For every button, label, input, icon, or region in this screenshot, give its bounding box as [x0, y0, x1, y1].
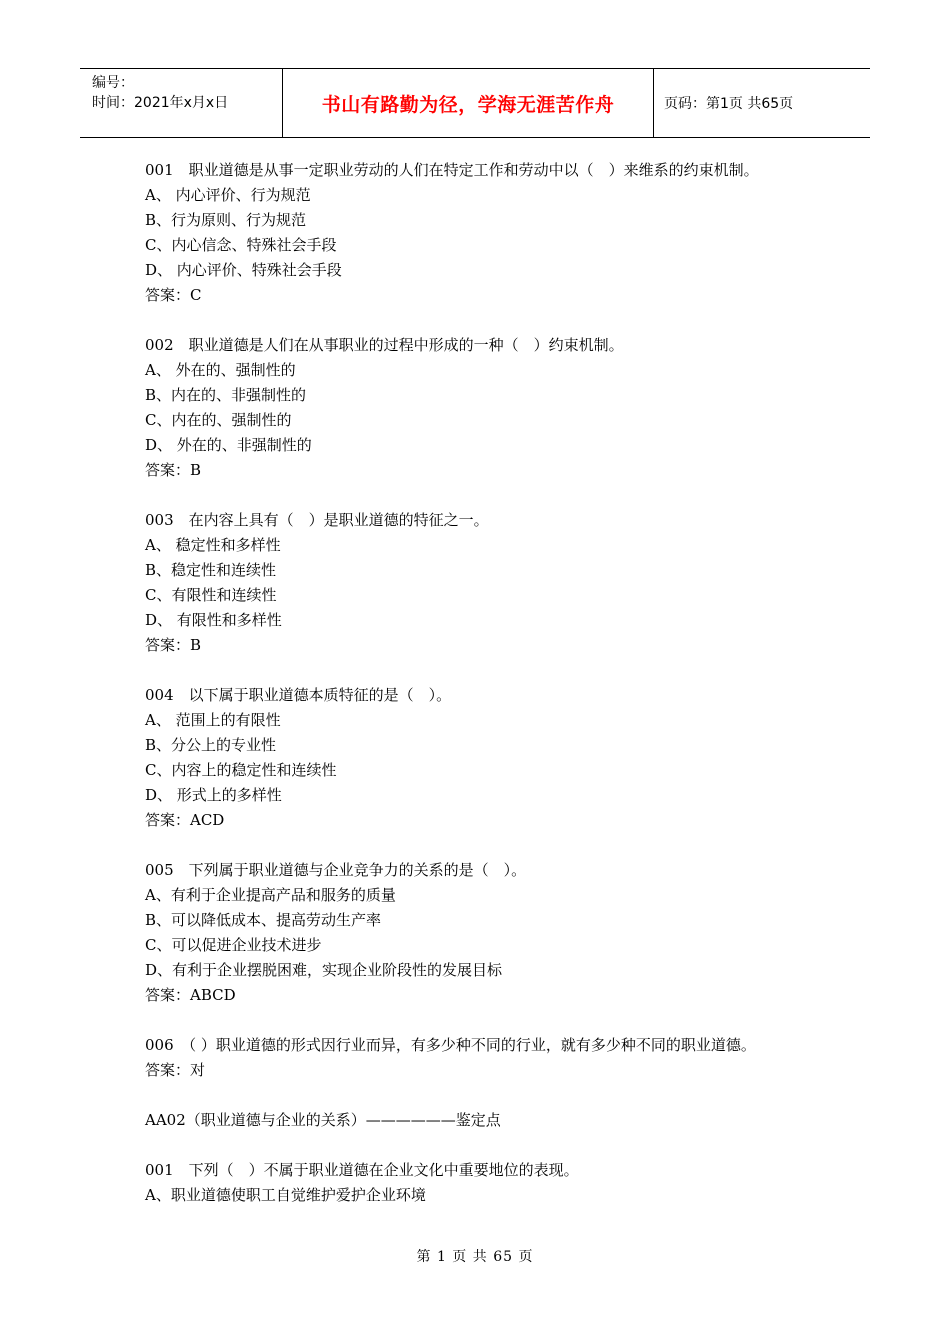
- blank-line: [145, 308, 815, 333]
- number-label: 编号：: [92, 75, 134, 91]
- answer-option: B、内在的、非强制性的: [145, 386, 307, 404]
- answer-key: 答案：对: [145, 1061, 206, 1079]
- answer-option: A、 稳定性和多样性: [145, 536, 281, 554]
- answer-option: C、内心信念、特殊社会手段: [145, 236, 337, 254]
- answer-option: B、行为原则、行为规范: [145, 211, 307, 229]
- question-text: 006 （ ）职业道德的形式因行业而异，有多少种不同的行业，就有多少种不同的职业道德。: [145, 1036, 756, 1054]
- answer-key: 答案：C: [145, 286, 202, 304]
- question-text: 004 以下属于职业道德本质特征的是（ ）。: [145, 686, 452, 704]
- answer-option: D、 内心评价、特殊社会手段: [145, 261, 342, 279]
- document-header: [80, 68, 870, 138]
- question-text: 005 下列属于职业道德与企业竞争力的关系的是（ ）。: [145, 861, 527, 879]
- blank-line: [145, 1133, 815, 1158]
- answer-key: 答案：B: [145, 461, 202, 479]
- header-meta-cell: [80, 69, 282, 137]
- answer-key: 答案：B: [145, 636, 202, 654]
- answer-option: A、 内心评价、行为规范: [145, 186, 311, 204]
- answer-key: 答案：ACD: [145, 811, 225, 829]
- answer-option: A、 范围上的有限性: [145, 711, 281, 729]
- answer-option: B、稳定性和连续性: [145, 561, 277, 579]
- answer-option: D、 有限性和多样性: [145, 611, 282, 629]
- question-text: 001 职业道德是从事一定职业劳动的人们在特定工作和劳动中以（ ）来维系的约束机制。: [145, 161, 759, 179]
- answer-option: A、有利于企业提高产品和服务的质量: [145, 886, 396, 904]
- answer-option: B、分公上的专业性: [145, 736, 277, 754]
- question-text: 002 职业道德是人们在从事职业的过程中形成的一种（ ）约束机制。: [145, 336, 624, 354]
- answer-option: B、可以降低成本、提高劳动生产率: [145, 911, 382, 929]
- answer-option: D、 形式上的多样性: [145, 786, 282, 804]
- question-text: 001 下列（ ）不属于职业道德在企业文化中重要地位的表现。: [145, 1161, 579, 1179]
- answer-option: C、内容上的稳定性和连续性: [145, 761, 337, 779]
- time-label: 时间：2021年x月x日: [92, 95, 229, 111]
- blank-line: [145, 483, 815, 508]
- blank-line: [145, 658, 815, 683]
- answer-option: D、 外在的、非强制性的: [145, 436, 312, 454]
- question-text: 003 在内容上具有（ ）是职业道德的特征之一。: [145, 511, 489, 529]
- document-body: [145, 158, 815, 1208]
- answer-option: C、可以促进企业技术进步: [145, 936, 322, 954]
- page-label: 页码：第1页 共65页: [664, 96, 794, 112]
- blank-line: [145, 1008, 815, 1033]
- answer-option: D、有利于企业摆脱困难，实现企业阶段性的发展目标: [145, 961, 503, 979]
- answer-key: 答案：ABCD: [145, 986, 236, 1004]
- answer-option: A、职业道德使职工自觉维护爱护企业环境: [145, 1186, 426, 1204]
- answer-option: C、有限性和连续性: [145, 586, 277, 604]
- header-page-cell: [654, 69, 870, 137]
- header-motto-cell: [282, 69, 654, 137]
- section-heading: AA02（职业道德与企业的关系）——————鉴定点: [145, 1111, 501, 1129]
- answer-option: A、 外在的、强制性的: [145, 361, 296, 379]
- blank-line: [145, 1083, 815, 1108]
- answer-option: C、内在的、强制性的: [145, 411, 292, 429]
- page-footer: 第 1 页 共 65 页: [416, 1249, 534, 1265]
- blank-line: [145, 833, 815, 858]
- motto-text: 书山有路勤为径，学海无涯苦作舟: [321, 93, 615, 116]
